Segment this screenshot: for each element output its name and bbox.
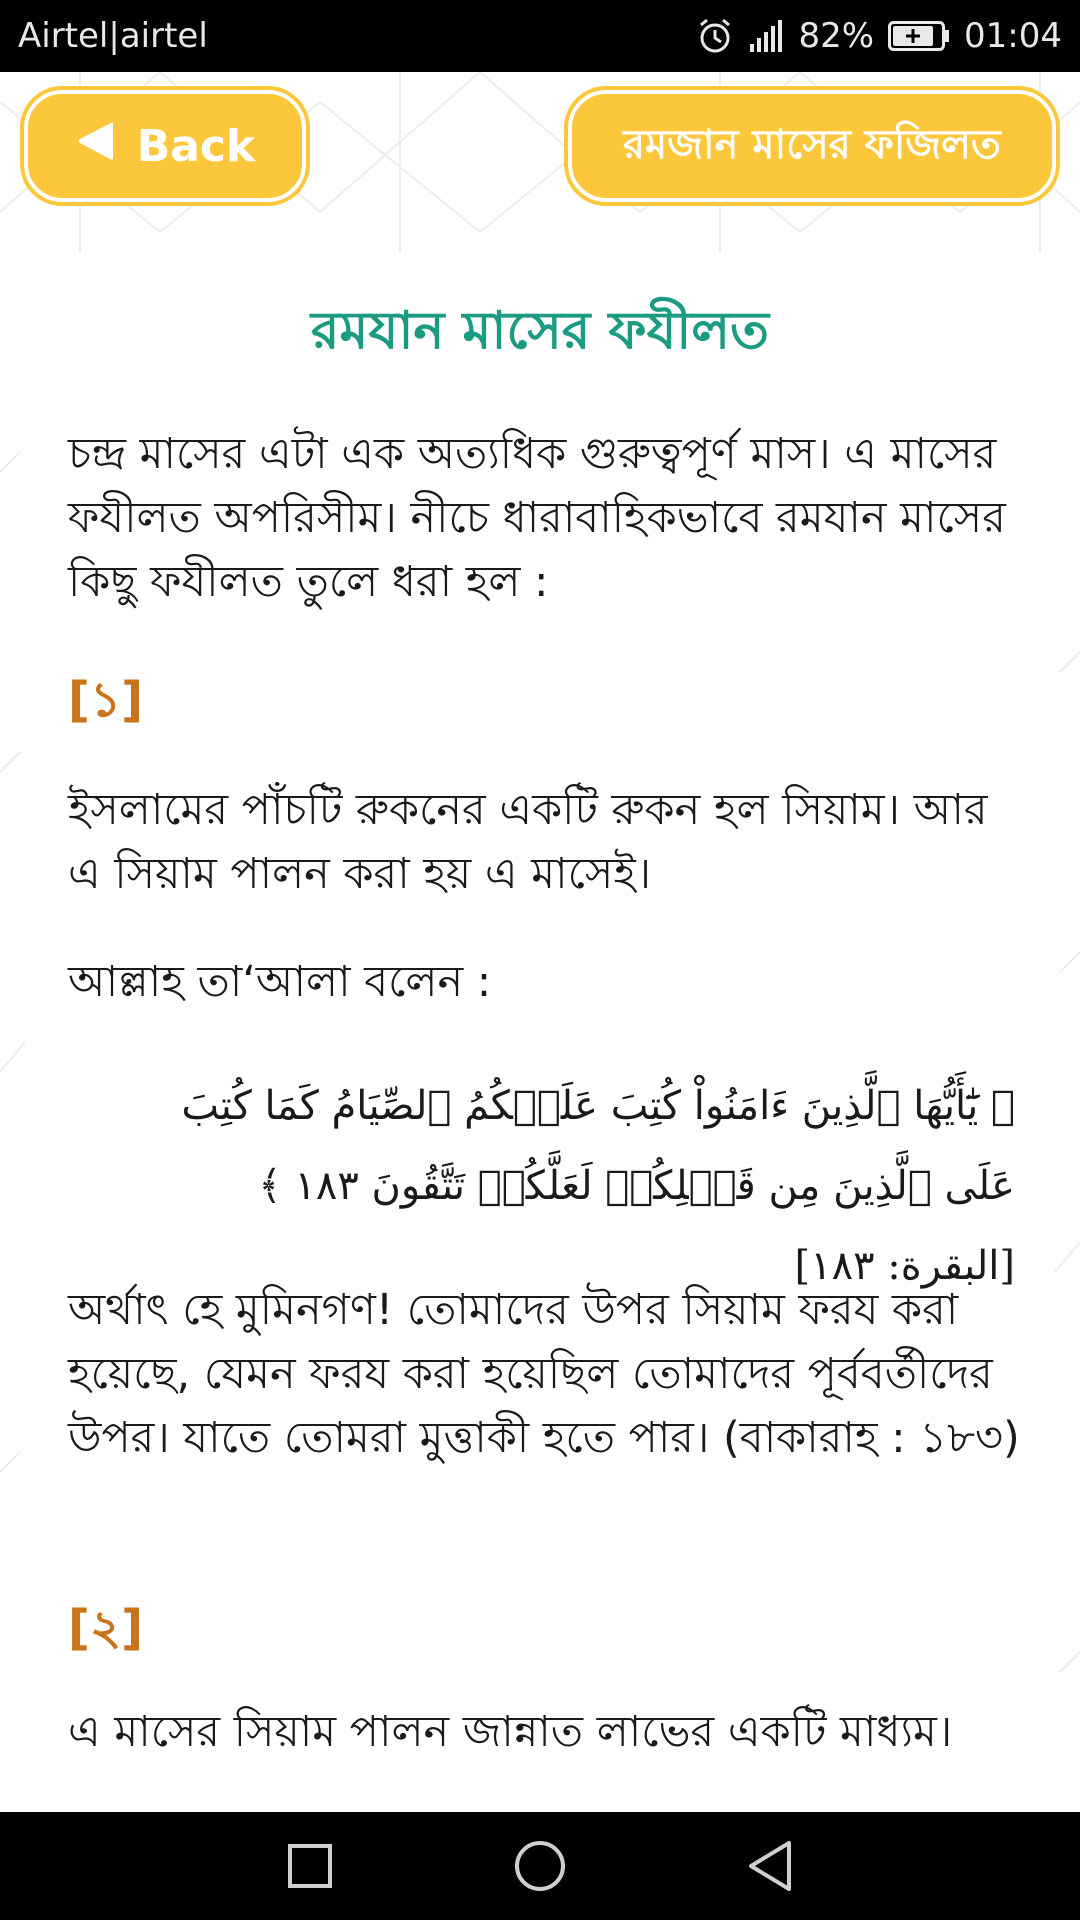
- signal-icon: [748, 20, 784, 52]
- title-button[interactable]: রমজান মাসের ফজিলত: [568, 90, 1056, 202]
- home-icon[interactable]: [510, 1836, 570, 1896]
- battery-percent: 82%: [798, 16, 875, 56]
- content-area: [0, 72, 1080, 1812]
- alarm-icon: [696, 17, 734, 55]
- back-button[interactable]: [24, 90, 306, 202]
- point-1-paragraph: ইসলামের পাঁচটি রুকনের একটি রুকন হল সিয়াম। আর এ সিয়াম পালন করা হয় এ মাসেই।: [68, 785, 988, 899]
- translation-paragraph: অর্থাৎ হে মুমিনগণ! তোমাদের উপর সিয়াম ফরয করা হয়েছে, যেমন ফরয করা হয়েছিল তোমাদের পূর্ববর্তীদের উপর। যাতে তোমরা মুত্তাকী হতে পার। (বাকারাহ : ১৮৩): [68, 1285, 1020, 1463]
- recents-icon[interactable]: [280, 1836, 340, 1896]
- battery-icon: [888, 21, 950, 51]
- intro-paragraph: চন্দ্র মাসের এটা এক অত্যধিক গুরুত্বপূর্ণ মাস। এ মাসের ফযীলত অপরিসীম। নীচে ধারাবাহিকভাবে রমযান মাসের কিছু ফযীলত তুলে ধরা হল :: [68, 429, 1006, 607]
- arabic-verse: ﴿ يَٰٓأَيُّهَا ٱلَّذِينَ ءَامَنُواْ كُتِبَ عَلَيۡكُمُ ٱلصِّيَامُ كَمَا كُتِبَ عَلَى ٱلَّذِينَ مِن قَبۡلِكُمۡ لَعَلَّكُمۡ تَتَّقُونَ ١٨٣ ﴾ [البقرة: ١٨٣]: [181, 1083, 1015, 1289]
- carrier-label: Airtel|airtel: [18, 16, 208, 56]
- back-arrow-icon: [75, 119, 115, 174]
- allah-says-text: আল্লাহ তা‘আলা বলেন :: [68, 957, 492, 1007]
- clock: 01:04: [964, 16, 1062, 56]
- section-marker-2: [২]: [68, 1600, 144, 1656]
- point-2-paragraph: এ মাসের সিয়াম পালন জান্নাত লাভের একটি মাধ্যম।: [68, 1707, 953, 1757]
- page-title: রমযান মাসের ফযীলত: [310, 301, 770, 361]
- status-icons: [696, 16, 1062, 56]
- navigation-bar: [0, 1812, 1080, 1920]
- back-nav-icon[interactable]: [740, 1836, 800, 1896]
- back-label: Back: [136, 120, 256, 172]
- section-marker-1: [১]: [68, 672, 144, 728]
- status-bar: [0, 0, 1080, 72]
